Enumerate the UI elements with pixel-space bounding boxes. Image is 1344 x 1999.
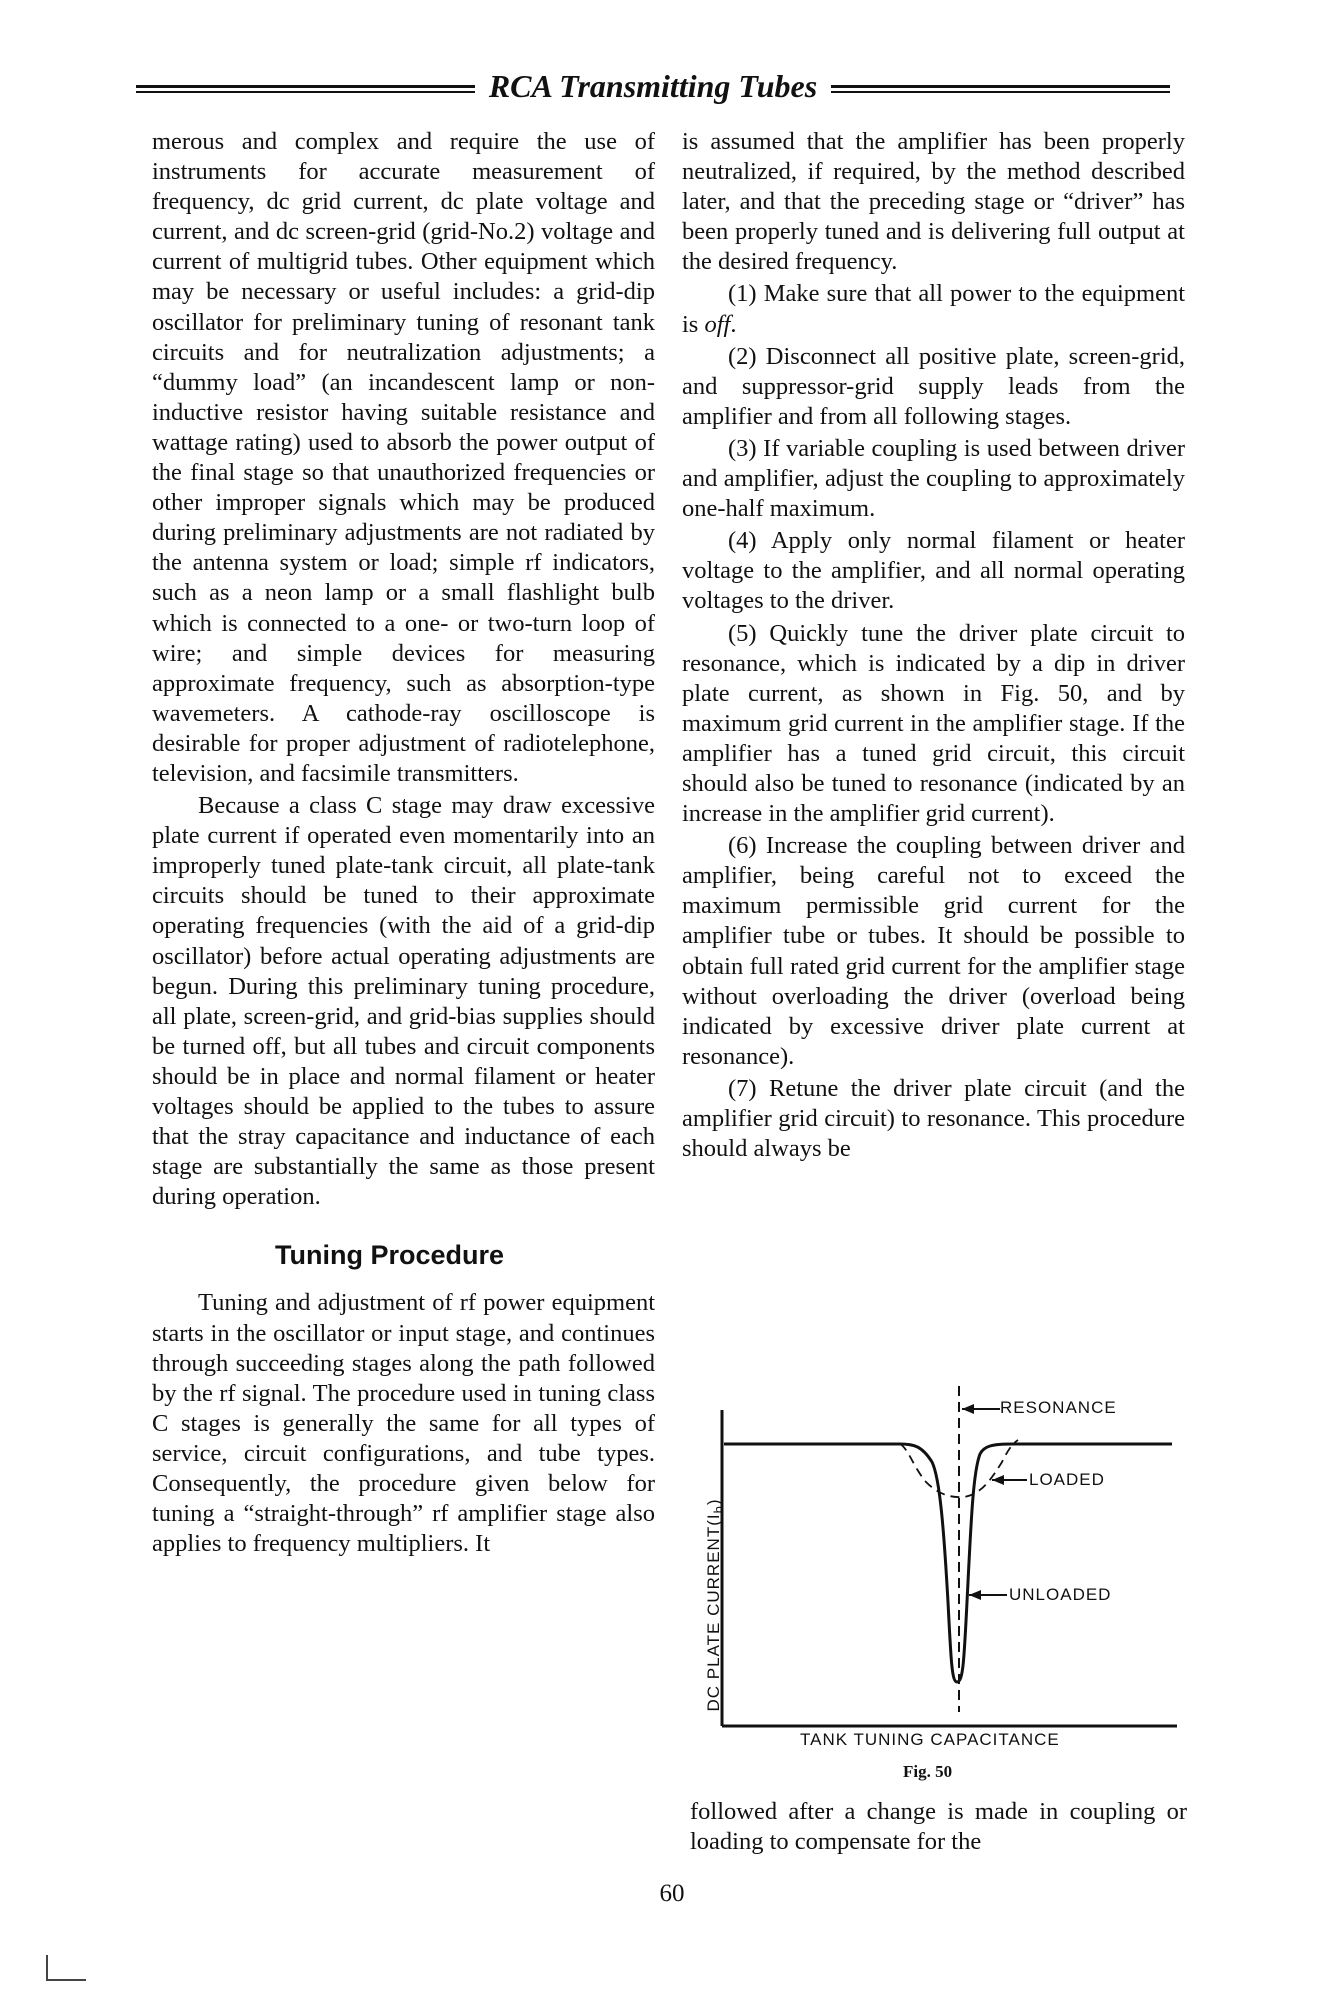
header-title: RCA Transmitting Tubes: [488, 67, 818, 104]
step-5: (5) Quickly tune the driver plate circuit to resonance, which is indicated by a dip in driver plate current, as shown in Fig. 50, and by maximum grid current in the amplifier stage. If the amplifier has a tuned grid circuit, this circuit should also be tuned to resonance (indicated by an increase in the amplifier grid current).: [682, 619, 1185, 828]
x-axis-label: TANK TUNING CAPACITANCE: [800, 1730, 1060, 1749]
step-4: (4) Apply only normal filament or heater voltage to the amplifier, and all normal operating voltages to the driver.: [682, 527, 1185, 615]
step-1: (1) Make sure that all power to the equipment is off.: [682, 280, 1185, 338]
page-number: 60: [659, 1880, 685, 1907]
unloaded-arrowhead: [969, 1590, 981, 1600]
header-rule-left: [136, 85, 475, 88]
running-header: [136, 66, 1170, 106]
section-heading: Tuning Procedure: [275, 1240, 505, 1271]
y-axis-label: DC PLATE $CURRENT(I_b)$: [703, 1498, 727, 1712]
left-column: [152, 127, 655, 1559]
paragraph: Tuning and adjustment of rf power equipment starts in the oscillator or input stage, and continues through succeeding stages along the path followed by the rf signal. The procedure used in tuning class C stages is generally the same for all types of service, circuit configurations, and tube types. Consequently, the procedure given below for tuning a “straight-through” rf amplifier stage also applies to frequency multipliers. It: [152, 1289, 655, 1558]
resonance-label: RESONANCE: [1000, 1398, 1117, 1417]
corner-crop-mark: [46, 1955, 86, 1981]
loaded-arrowhead: [992, 1475, 1004, 1485]
paragraph: Because a class C stage may draw excessive plate current if operated even momentarily into an improperly tuned plate-tank circuit, all plate-tank circuits should be tuned to their approximate operating frequencies (with the aid of a grid-dip oscillator) before actual operating adjustments are begun. During this preliminary tuning procedure, all plate, screen-grid, and grid-bias supplies should be turned off, but all tubes and circuit components should be in place and normal filament or heater voltages should be applied to the tubes to assure that the stray capacitance and inductance of each stage are substantially the same as those present during operation.: [152, 792, 655, 1211]
paragraph: merous and complex and require the use of instruments for accurate measurement of frequency, dc grid current, dc plate voltage and current, and dc screen-grid (grid-No.2) voltage and current of multigrid tubes. Other equipment which may be necessary or useful includes: a grid-dip oscillator for preliminary tuning of resonant tank circuits and for neutralization adjustments; a “dummy load” (an incandescent lamp or non-inductive resistor having suitable resistance and wattage rating) used to absorb the power output of the final stage so that unauthorized frequencies or other improper signals which may be produced during preliminary adjustments are not radiated by the antenna system or load; simple rf indicators, such as a neon lamp or a small flashlight bulb which is connected to a one- or two-turn loop of wire; and simple devices for measuring approximate frequency, such as absorption-type wavemeters. A cathode-ray oscilloscope is desirable for proper adjustment of radiotelephone, television, and facsimile transmitters.: [152, 128, 655, 787]
step-3: (3) If variable coupling is used between driver and amplifier, adjust the coupling to approximately one-half maximum.: [682, 434, 1185, 523]
resonance-arrowhead: [962, 1404, 974, 1414]
step-7: (7) Retune the driver plate circuit (and the amplifier grid circuit) to resonance. This procedure should always be: [682, 1074, 1185, 1163]
right-column: [682, 127, 1185, 1164]
header-rule-right: [831, 85, 1170, 88]
loaded-label: LOADED: [1029, 1470, 1105, 1489]
paragraph-continuation: followed after a change is made in coupling or loading to compensate for the: [690, 1798, 1187, 1856]
step-2: (2) Disconnect all positive plate, screen-grid, and suppressor-grid supply leads from the amplifier and from all following stages.: [682, 342, 1185, 430]
y-axis-label-subscript: b: [711, 1505, 727, 1514]
figure-caption: Fig. 50: [903, 1762, 953, 1781]
step-6: (6) Increase the coupling between driver and amplifier, being careful not to exceed the maximum permissible grid current for the amplifier tube or tubes. It should be possible to obtain full rated grid current for the amplifier stage without overloading the driver (overload being indicated by excessive driver plate current at resonance).: [682, 832, 1185, 1070]
unloaded-label: UNLOADED: [1009, 1585, 1112, 1604]
paragraph: is assumed that the amplifier has been properly neutralized, if required, by the method described later, and that the preceding stage or “driver” has been properly tuned and is delivering full output at the desired frequency.: [682, 128, 1185, 276]
